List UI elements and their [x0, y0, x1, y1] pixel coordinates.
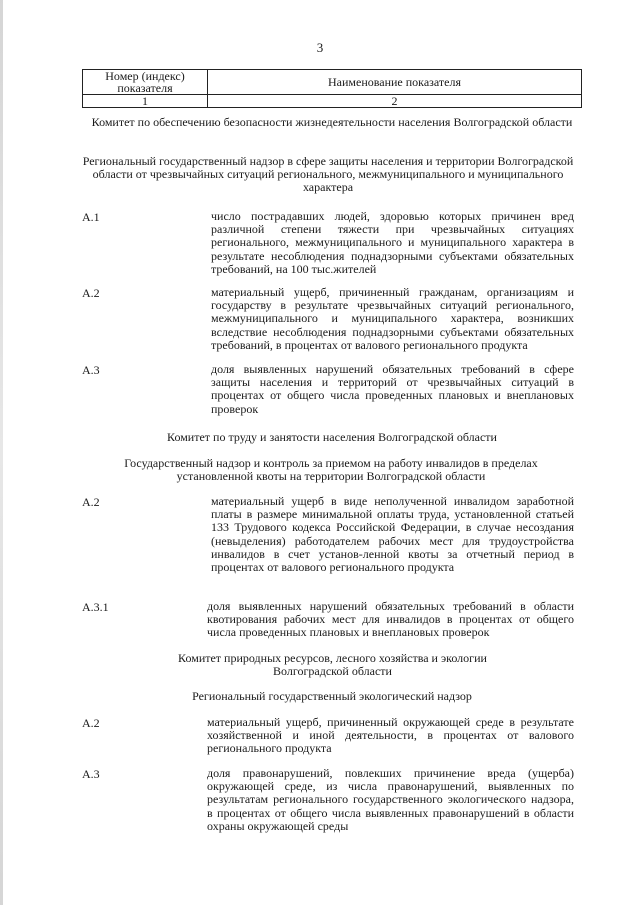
- indicator-description: материальный ущерб, причиненный окружающей среде в результате хозяйственной и иной деятельности, в процентах от валового регионального продукта: [207, 715, 574, 756]
- column-number-1: 1: [83, 95, 208, 108]
- indicator-description: материальный ущерб в виде неполученной инвалидом заработной платы в размере минимальной оплаты труда, установленной статьей 133 Трудового кодекса Российской Федерации, в случае несоздания (невыделения) работодателем рабочих мест для трудоустройства инвалидов в счет установ-ленной квоты за отчетный период в процентах от валового регионального продукта: [211, 494, 574, 575]
- indicator-code: А.2: [82, 495, 100, 509]
- section-subtitle: Региональный государственный надзор в сфере защиты населения и территории Волгоградской области от чрезвычайных ситуаций регионального, межмуниципального и муниципального характера: [82, 154, 574, 194]
- column-header-name: Наименование показателя: [208, 70, 582, 95]
- scan-edge-shadow: [0, 0, 3, 905]
- indicator-description: доля выявленных нарушений обязательных требований в сфере защиты населения и территорий от чрезвычайных ситуаций в процентах от общего числа проведенных плановых и внеплановых проверок: [211, 362, 574, 416]
- indicator-description: материальный ущерб, причиненный гражданам, организациям и государству в результате чрезвычайных ситуаций регионального, межмуниципального и муниципального характера, возникших вследствие несоблюдения поднадзорными субъектами обязательных требований, в процентах от валового регионального продукта: [211, 285, 574, 352]
- column-number-2: 2: [208, 95, 582, 108]
- committee-title: Комитет природных ресурсов, лесного хозяйства и экологии Волгоградской области: [178, 651, 487, 678]
- section-subtitle: Региональный государственный экологический надзор: [192, 689, 472, 703]
- indicator-description: число пострадавших людей, здоровью которых причинен вред различной степени тяжести при чрезвычайных ситуациях регионального, межмуниципального и муниципального характера в результате несоблюдения поднадзорными субъектами обязательных требований, на 100 тыс.жителей: [211, 209, 574, 276]
- indicator-code: А.2: [82, 716, 100, 730]
- committee-title: Комитет по обеспечению безопасности жизнедеятельности населения Волгоградской области: [91, 115, 573, 129]
- indicator-code: А.1: [82, 210, 100, 224]
- indicator-description: доля правонарушений, повлекших причинение вреда (ущерба) окружающей среде, из числа правонарушений, выявленных по результатам регионального государственного экологического надзора, в процентах от общего числа выявленных правонарушений в области охраны окружающей среды: [207, 766, 574, 833]
- indicator-description: доля выявленных нарушений обязательных требований в области квотирования рабочих мест для инвалидов в процентах от общего числа проведенных плановых и внеплановых проверок: [207, 599, 574, 640]
- committee-title: Комитет по труду и занятости населения Волгоградской области: [167, 430, 497, 444]
- indicator-code: А.2: [82, 286, 100, 300]
- column-header-index: Номер (индекс) показателя: [83, 70, 208, 95]
- indicator-table-header: [82, 69, 582, 108]
- page-number: 3: [316, 40, 324, 55]
- indicator-code: А.3.1: [82, 600, 109, 614]
- section-subtitle: Государственный надзор и контроль за приемом на работу инвалидов в пределах установленной квоты на территории Волгоградской области: [124, 456, 538, 483]
- indicator-code: А.3: [82, 363, 100, 377]
- indicator-code: А.3: [82, 767, 100, 781]
